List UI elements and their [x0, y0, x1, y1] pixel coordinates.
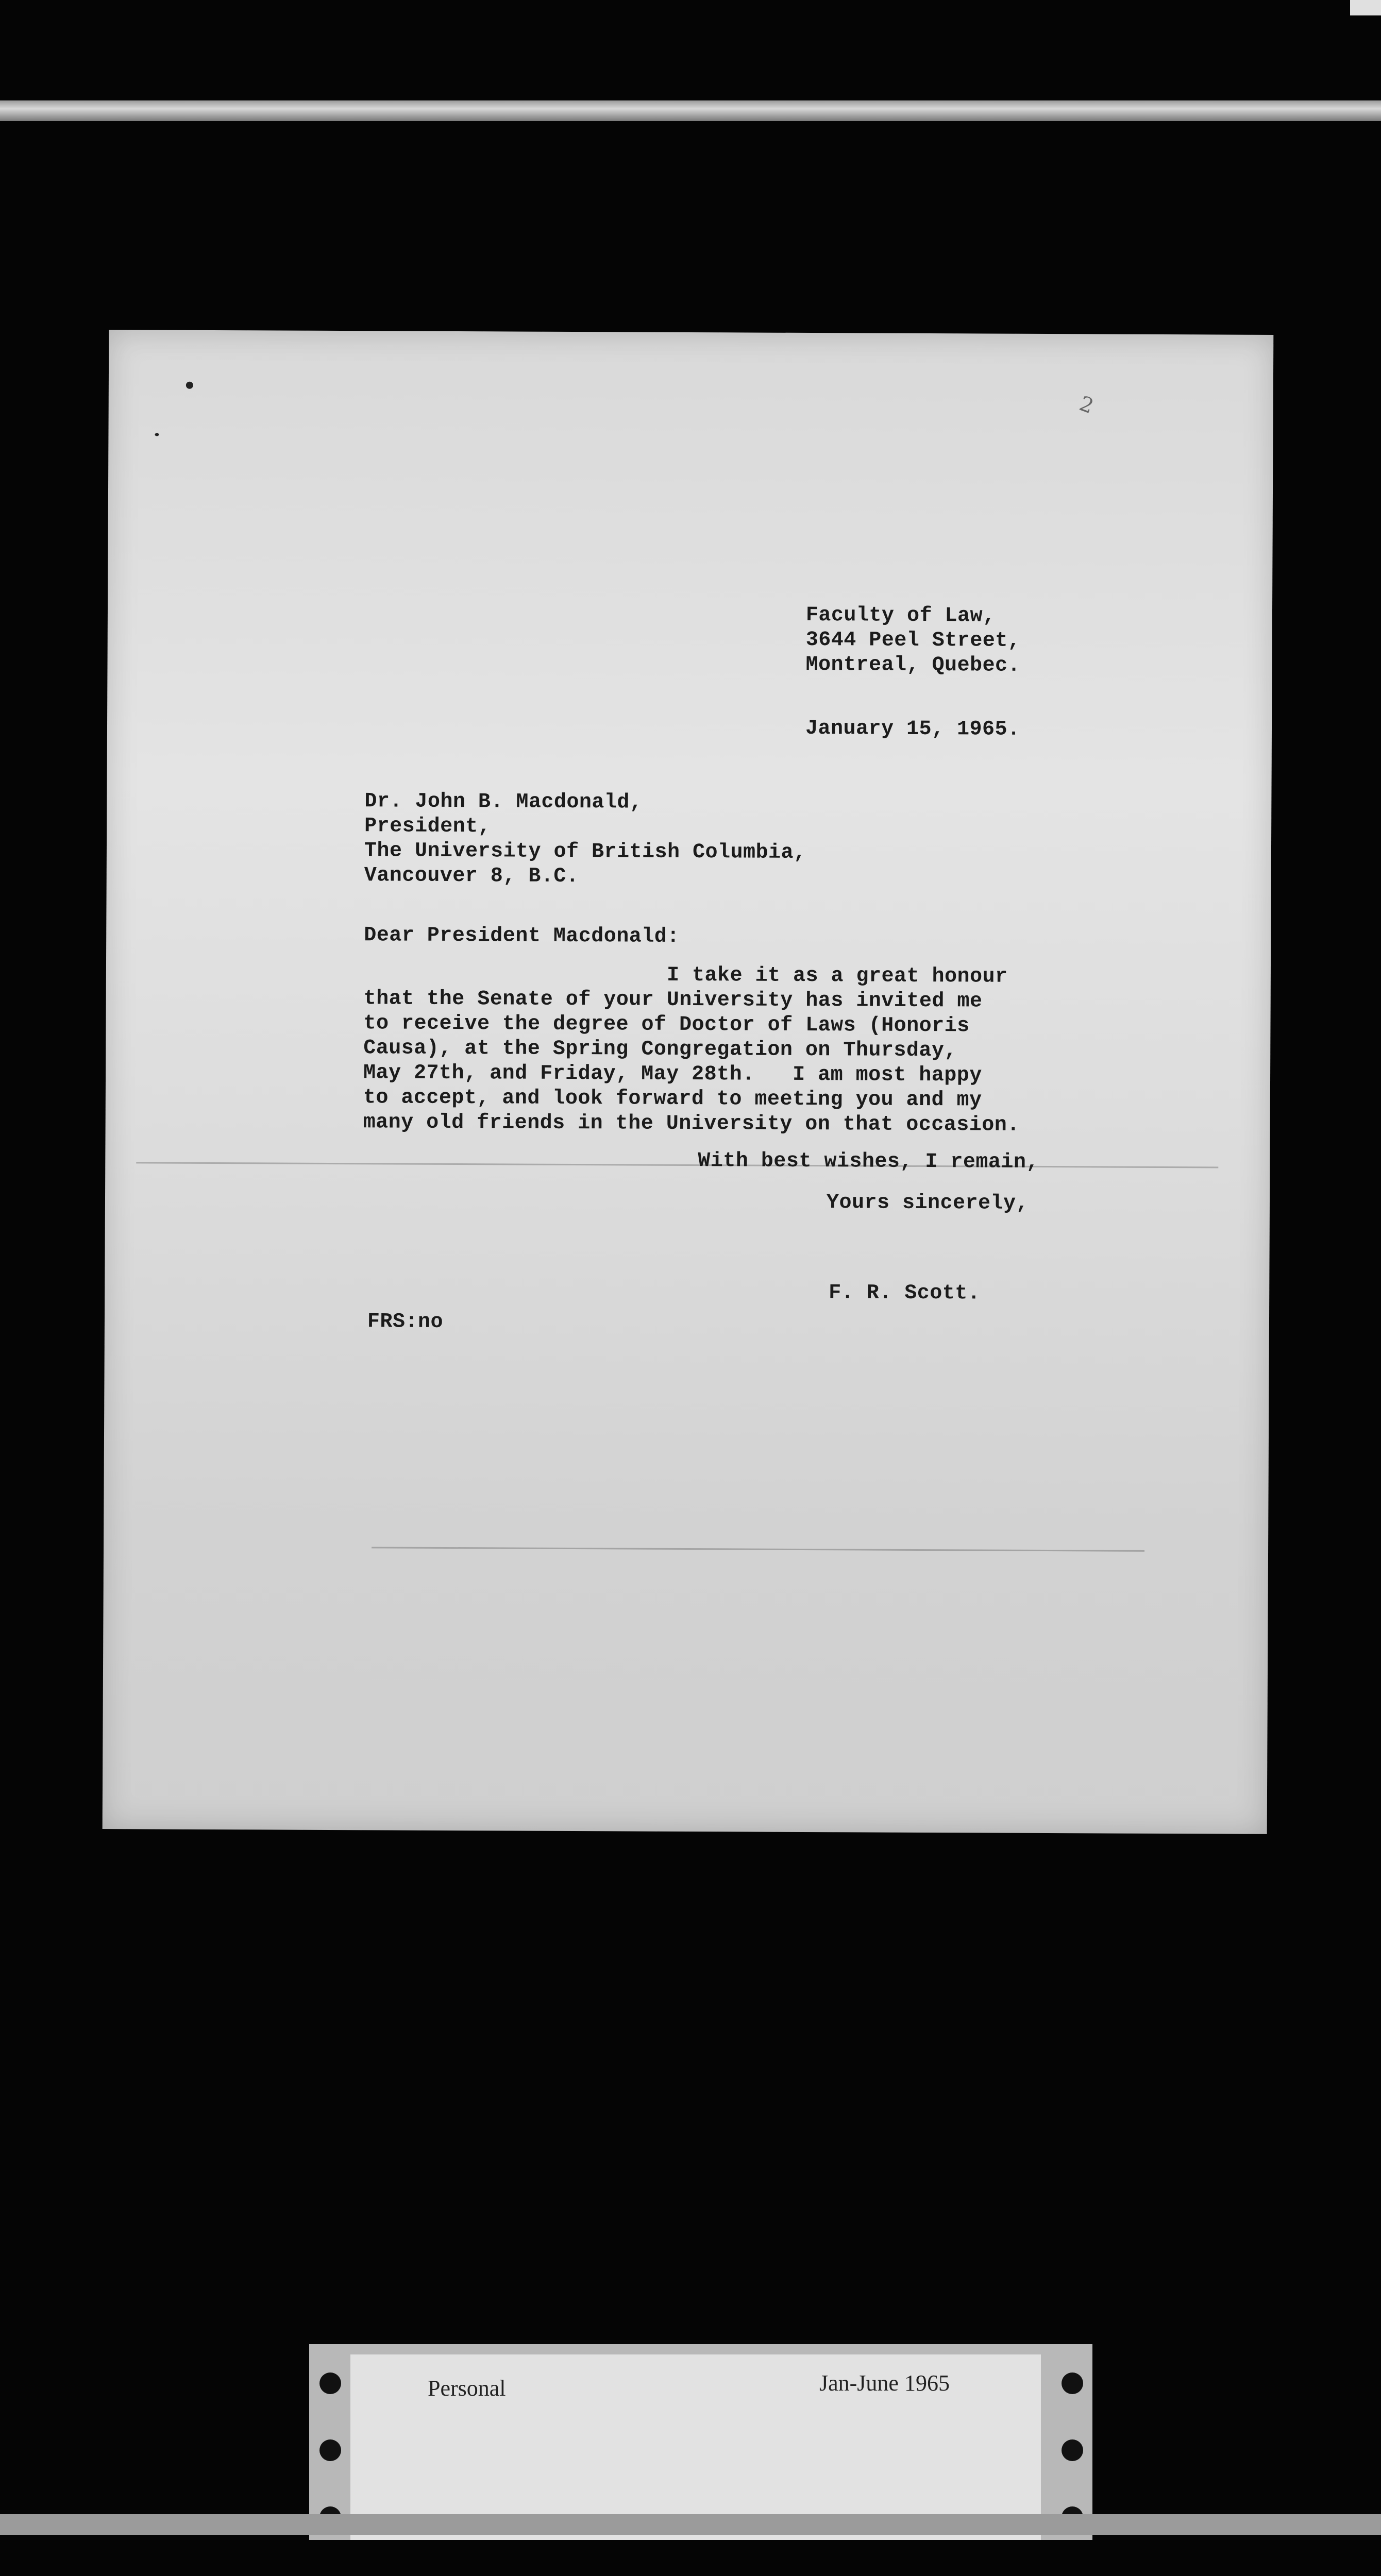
film-edge-top — [0, 100, 1381, 121]
folder-period: Jan-June 1965 — [819, 2370, 950, 2396]
letter-page — [103, 330, 1274, 1834]
punch-hole — [1062, 2439, 1083, 2461]
speck — [155, 433, 159, 436]
closing-line: With best wishes, I remain, — [698, 1149, 1039, 1174]
punch-hole — [1062, 2372, 1083, 2394]
page-number: 2 — [1076, 392, 1097, 419]
folder-tab-label — [350, 2354, 1041, 2540]
speck — [186, 382, 193, 389]
folder-category: Personal — [428, 2376, 506, 2401]
punch-hole — [319, 2439, 341, 2461]
letter-body: I take it as a great honour that the Senate of your University has invited me to receive the degree of Doctor of Laws (Honoris Causa), at the Spring Congregation on Thursday, May 27th, and Friday, May 28th. I am most happy to accept, and look forward to meeting you and my many old friends in the University on that occasion. — [363, 962, 1020, 1137]
reference-initials: FRS:no — [367, 1310, 444, 1334]
recipient-address: Dr. John B. Macdonald, President, The University of British Columbia, Vancouver 8, B.C. — [364, 790, 806, 889]
complimentary-close: Yours sincerely, — [826, 1191, 1029, 1215]
scan-artifact-line — [372, 1547, 1144, 1552]
scan-artifact-line — [136, 1162, 1218, 1168]
film-edge-bottom — [0, 2514, 1381, 2535]
letter-date: January 15, 1965. — [805, 717, 1020, 741]
folder-tab — [309, 2344, 1092, 2540]
sender-address: Faculty of Law, 3644 Peel Street, Montreal, Quebec. — [805, 603, 1021, 677]
salutation: Dear President Macdonald: — [364, 924, 680, 948]
punch-hole — [319, 2372, 341, 2394]
signature: F. R. Scott. — [829, 1281, 981, 1306]
scan-corner-mark — [1346, 0, 1381, 15]
